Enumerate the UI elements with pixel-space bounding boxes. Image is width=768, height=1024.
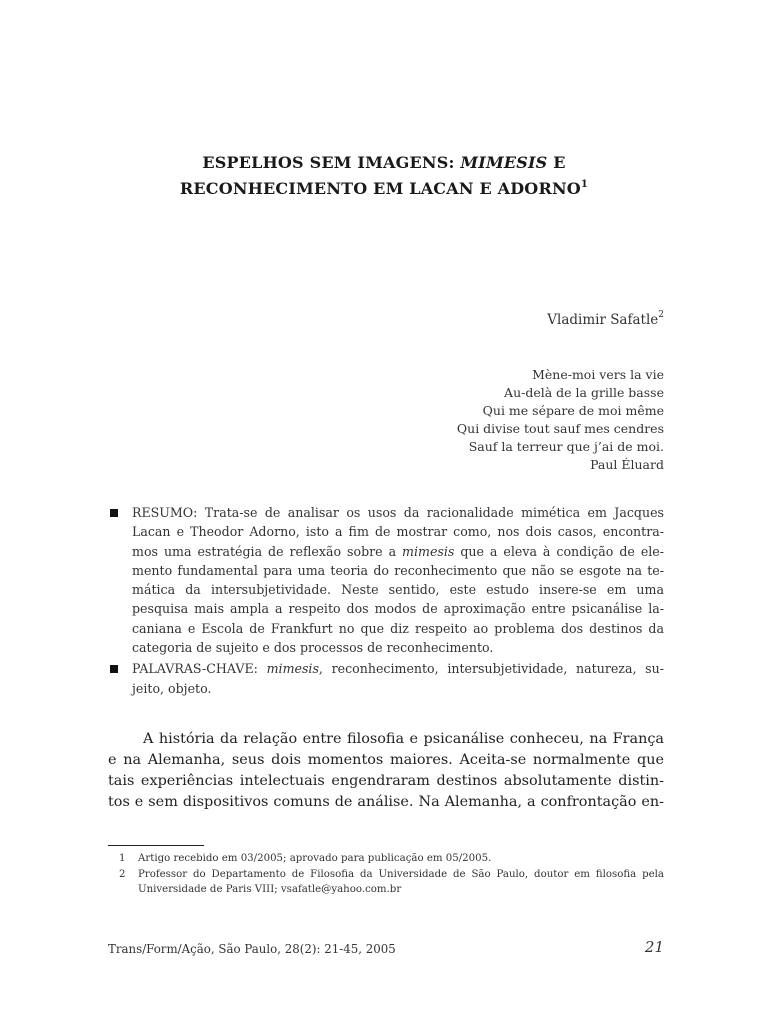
title-text: E — [547, 153, 566, 172]
keywords-line — [132, 659, 664, 678]
abstract-italic-term: mimesis — [402, 543, 455, 559]
footnote-line: Artigo recebido em 03/2005; aprovado para publicação em 05/2005. — [138, 853, 492, 864]
keywords-label: PALAVRAS-CHAVE: — [132, 661, 267, 677]
keywords-line: jeito, objeto. — [132, 680, 212, 696]
abstract-text: mos uma estratégia de reflexão sobre a — [132, 543, 403, 559]
abstract-line: Lacan e Theodor Adorno, isto a fim de mostrar como, nos dois casos, encontra- — [132, 524, 664, 540]
article-title — [100, 150, 668, 202]
square-bullet-icon — [110, 665, 118, 673]
abstract-text: que a eleva à condição de ele- — [454, 543, 665, 559]
title-text: RECONHECIMENTO EM LACAN E ADORNO — [179, 179, 581, 198]
abstract-section — [108, 503, 664, 700]
abstract-line: mática da intersubjetividade. Neste sentido, este estudo insere-se em uma — [132, 582, 664, 598]
epigraph-line: Mène-moi vers la vie — [532, 367, 664, 382]
abstract-line: categoria de sujeito e dos processos de reconhecimento. — [132, 640, 494, 656]
title-text: ESPELHOS SEM IMAGENS: — [202, 153, 461, 172]
epigraph — [457, 366, 664, 474]
body-line: A história da relação entre filosofia e psicanálise conheceu, na França — [143, 731, 664, 747]
epigraph-line: Qui divise tout sauf mes cendres — [456, 421, 664, 436]
footnote — [108, 851, 664, 867]
epigraph-attribution: Paul Éluard — [590, 457, 664, 472]
square-bullet-icon — [110, 509, 118, 517]
abstract-line: mento fundamental para uma teoria do reconhecimento que não se esgote na te- — [132, 562, 664, 578]
footnote-reference[interactable]: 2 — [658, 310, 664, 320]
epigraph-line: Au-delà de la grille basse — [504, 385, 664, 400]
body-line: e na Alemanha, seus dois momentos maiores. Aceita-se normalmente que — [108, 752, 664, 768]
footnote-number: 1 — [119, 853, 126, 864]
abstract-line: pesquisa mais ampla a respeito dos modos de aproximação entre psicanálise la- — [132, 601, 664, 617]
abstract-item — [108, 503, 664, 657]
keywords-text: , reconhecimento, intersubjetividade, natureza, su- — [318, 661, 664, 677]
footnote-reference[interactable]: 1 — [580, 179, 589, 190]
footnote-line: Professor do Departamento de Filosofia da Universidade de São Paulo, doutor em filosofia pela — [138, 868, 664, 880]
footnote-divider — [108, 845, 204, 846]
keywords-item — [108, 659, 664, 698]
keyword-italic: mimesis — [266, 661, 319, 677]
title-italic-term: MIMESIS — [460, 153, 548, 172]
author-name: Vladimir Safatle — [547, 312, 659, 328]
body-line: tos e sem dispositivos comuns de análise. Na Alemanha, a confrontação en- — [108, 794, 664, 810]
journal-citation: Trans/Form/Ação, São Paulo, 28(2): 21-45, 2005 — [108, 942, 396, 956]
title-line-2 — [100, 176, 668, 202]
epigraph-line: Sauf la terreur que j’ai de moi. — [468, 439, 664, 454]
abstract-line: caniana e Escola de Frankfurt no que diz respeito ao problema dos destinos da — [132, 620, 664, 636]
abstract-line — [132, 542, 664, 561]
page-number: 21 — [644, 938, 664, 956]
title-line-1 — [100, 150, 668, 176]
author-byline — [547, 312, 664, 328]
body-line: tais experiências intelectuais engendraram destinos absolutamente distin- — [108, 773, 664, 789]
abstract-line: RESUMO: Trata-se de analisar os usos da racionalidade mimética em Jacques — [132, 505, 664, 520]
footnote-number: 2 — [119, 868, 126, 880]
epigraph-line: Qui me sépare de moi même — [482, 403, 664, 418]
footnote — [108, 867, 664, 898]
footnotes — [108, 851, 664, 898]
footnote-line: Universidade de Paris VIII; vsafatle@yahoo.com.br — [138, 884, 402, 896]
body-paragraph — [108, 729, 664, 813]
